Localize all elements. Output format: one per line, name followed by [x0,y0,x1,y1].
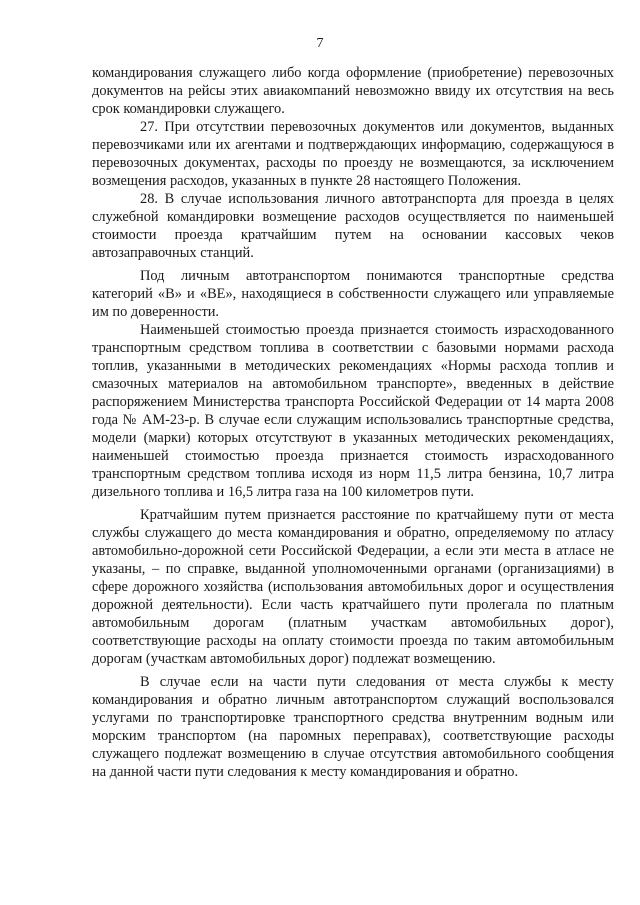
paragraph-continuation: командирования служащего либо когда оформление (приобретение) перевозочных документов на рейсы этих авиакомпаний невозможно ввиду их отсутствия на весь срок командировки служащего. [92,65,614,117]
page-number: 7 [316,36,324,51]
paragraph-personal-vehicle-definition: Под личным автотранспортом понимаются транспортные средства категорий «В» и «ВЕ», находящиеся в собственности служащего или управляемые им по доверенности. [92,268,614,320]
paragraph-clause-27: 27. При отсутствии перевозочных документов или документов, выданных перевозчиками или их агентами и подтверждающих информацию, содержащуюся в перевозочных документах, расходы по проезду не возмещаются, за исключением возмещения расходов, указанных в пункте 28 настоящего Положения. [92,119,614,189]
paragraph-shortest-route-definition: Кратчайшим путем признается расстояние по кратчайшему пути от места службы служащего до места командирования и обратно, определяемому по атласу автомобильно-дорожной сети Российской Федерации, а если эти места в атласе не указаны, – по справке, выданной уполномоченными органами (организациями) в сфере дорожного хозяйства (использования автомобильных дорог и осуществления дорожной деятельности). Если часть кратчайшего пути пролегала по платным автомобильным дорогам (платным участкам автомобильных дорог), соответствующие расходы на оплату стоимости проезда по таким автомобильным дорогам (участкам автомобильных дорог) подлежат возмещению. [92,507,614,667]
paragraph-lowest-cost-definition: Наименьшей стоимостью проезда признается стоимость израсходованного транспортным средством топлива в соответствии с базовыми нормами расхода топлив, указанными в методических рекомендациях «Нормы расхода топлив и смазочных материалов на автомобильном транспорте», введенных в действие распоряжением Министерства транспорта Российской Федерации от 14 марта 2008 года № АМ-23-р. В случае если служащим использовались транспортные средства, модели (марки) которых отсутствуют в указанных методических рекомендациях, наименьшей стоимостью проезда признается стоимость израсходованного транспортным средством топлива исходя из норм 11,5 литра бензина, 10,7 литра дизельного топлива и 16,5 литра газа на 100 километров пути. [92,322,614,500]
paragraph-ferry-expenses: В случае если на части пути следования от места службы к месту командирования и обратно личным автотранспортом служащий воспользовался услугами по транспортировке транспортного средства внутренним водным или морским транспортом (на паромных переправах), соответствующие расходы служащего подлежат возмещению в случае отсутствия автомобильного сообщения на данной части пути следования к месту командирования и обратно. [92,674,614,780]
document-body [92,64,614,781]
paragraph-clause-28: 28. В случае использования личного автотранспорта для проезда в целях служебной командировки возмещение расходов осуществляется по наименьшей стоимости проезда кратчайшим путем на основании кассовых чеков автозаправочных станций. [92,191,614,261]
